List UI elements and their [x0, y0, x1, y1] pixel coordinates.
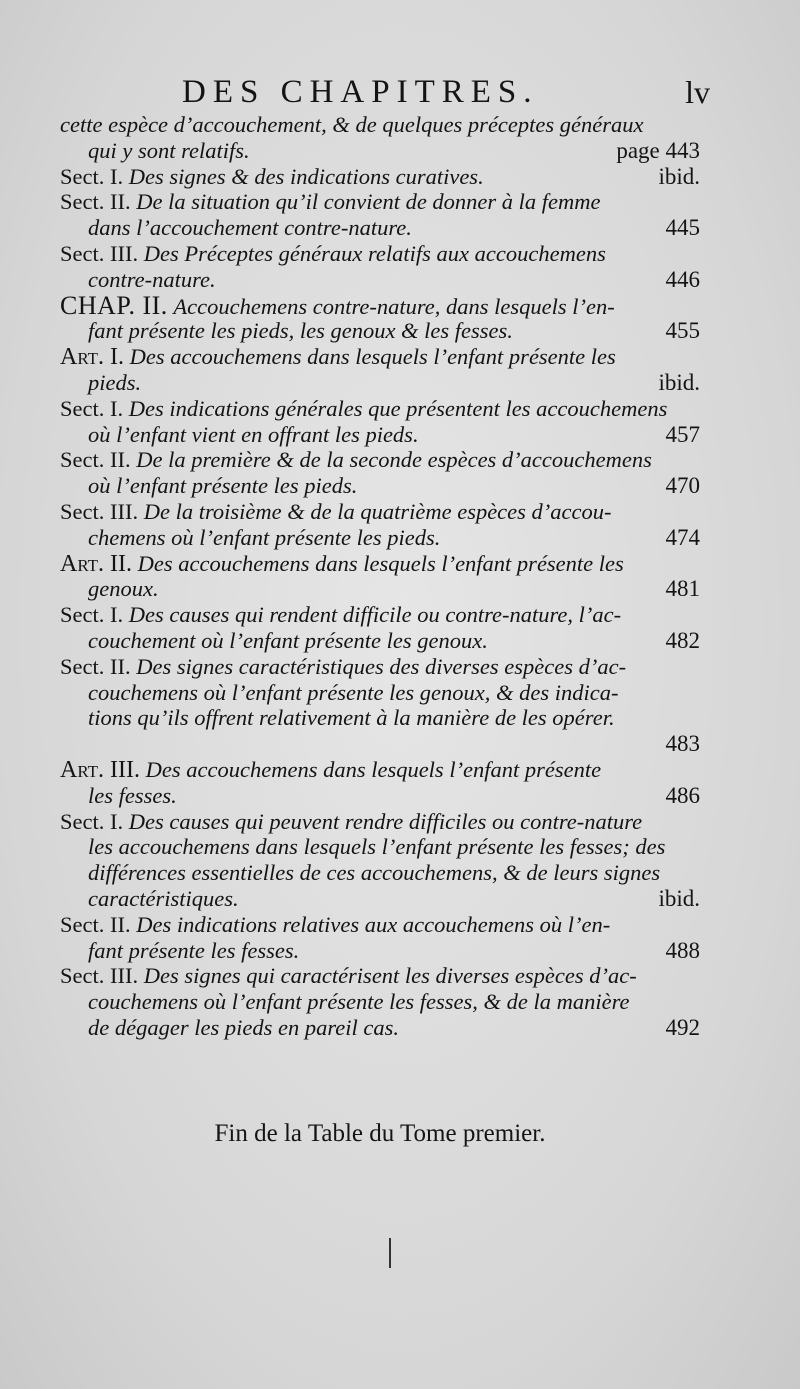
toc-entry-text: genoux. — [88, 576, 159, 602]
toc-entry-text: Des accouchemens dans lesquels l’enfant présente les — [137, 550, 624, 576]
toc-entry-label: Art. III. — [60, 756, 141, 783]
toc-entry-text: tions qu’ils offrent relativement à la manière de les opérer. — [88, 705, 615, 731]
toc-entry-text: couchemens où l’enfant présente les fesses, & de la manière — [88, 989, 630, 1015]
toc-entry — [60, 290, 700, 345]
toc-entry — [60, 551, 700, 603]
toc-page-line — [60, 731, 700, 757]
toc-entry-line — [60, 602, 700, 628]
toc-entry-label: Sect. I. — [60, 602, 124, 628]
toc-entry-text: Des signes qui caractérisent les diverses espèces d’ac- — [143, 963, 637, 989]
toc-entry-text: qui y sont relatifs. — [88, 137, 250, 163]
end-of-table-note: Fin de la Table du Tome premier. — [214, 1120, 546, 1147]
toc-entry-text: où l’enfant vient en offrant les pieds. — [88, 421, 419, 447]
toc-entry-label: CHAP. II. — [60, 290, 168, 320]
toc-entry-text: contre-nature. — [88, 266, 216, 292]
toc-entry-line — [60, 938, 700, 964]
toc-page-reference: 470 — [665, 473, 700, 499]
toc-entry-line — [60, 499, 700, 525]
toc-entry-label: Sect. II. — [60, 447, 131, 473]
toc-entry-line — [60, 344, 700, 370]
table-of-contents — [60, 112, 700, 1041]
toc-entry-line — [60, 783, 700, 809]
toc-entry-line — [60, 290, 700, 320]
toc-page-reference: 474 — [665, 524, 700, 550]
toc-entry-line — [60, 963, 700, 989]
toc-page-reference: 446 — [665, 266, 700, 292]
toc-entry — [60, 112, 700, 164]
toc-entry-line — [60, 680, 700, 706]
toc-entry-line — [60, 989, 700, 1015]
toc-entry-line — [60, 809, 700, 835]
toc-entry — [60, 757, 700, 809]
toc-entry-line — [60, 576, 700, 602]
toc-page-reference: 455 — [665, 318, 700, 344]
toc-entry-label: Sect. I. — [60, 163, 124, 189]
toc-entry-text: De la première & de la seconde espèces d’accouchemens — [136, 447, 652, 473]
toc-entry-text: De la troisième & de la quatrième espèces d’accou- — [143, 498, 612, 524]
toc-entry-line — [60, 112, 700, 138]
toc-entry-line — [60, 551, 700, 577]
toc-entry-label: Sect. II. — [60, 189, 131, 215]
toc-entry-text: différences essentielles de ces accouchemens, & de leurs signes — [88, 860, 661, 886]
toc-entry-text: fant présente les pieds, les genoux & les fesses. — [88, 318, 513, 344]
toc-entry-text: Des Préceptes généraux relatifs aux accouchemens — [143, 240, 606, 266]
toc-entry-text: Des causes qui peuvent rendre difficiles ou contre-nature — [128, 808, 643, 834]
toc-entry-label: Sect. III. — [60, 963, 139, 989]
toc-entry-line — [60, 447, 700, 473]
toc-entry-label: Sect. II. — [60, 653, 131, 679]
toc-entry-line — [60, 886, 700, 912]
toc-entry-line — [60, 525, 700, 551]
toc-page-reference: 445 — [665, 215, 700, 241]
toc-entry — [60, 602, 700, 654]
toc-page-reference: 481 — [665, 576, 700, 602]
toc-entry-line — [60, 757, 700, 783]
toc-entry-text: Accouchemens contre-nature, dans lesquels l’en- — [173, 293, 615, 319]
toc-entry-line — [60, 138, 700, 164]
toc-entry — [60, 344, 700, 396]
toc-entry — [60, 447, 700, 499]
toc-page-reference: 483 — [665, 731, 700, 757]
toc-entry-line — [60, 834, 700, 860]
toc-page-reference: 486 — [665, 782, 700, 808]
toc-entry-text: Des causes qui rendent difficile ou contre-nature, l’ac- — [128, 602, 622, 628]
toc-entry-text: chemens où l’enfant présente les pieds. — [88, 524, 441, 550]
toc-entry-text: Des signes & des indications curatives. — [128, 163, 484, 189]
toc-entry-text: couchemens où l’enfant présente les genoux, & des indica- — [88, 679, 619, 705]
toc-entry-label: Sect. I. — [60, 395, 124, 421]
toc-entry-label: Sect. III. — [60, 498, 139, 524]
toc-entry-line — [60, 860, 700, 886]
toc-page-reference: 457 — [665, 421, 700, 447]
toc-entry-label: Sect. I. — [60, 808, 124, 834]
toc-entry-text: cette espèce d’accouchement, & de quelques préceptes généraux — [60, 112, 644, 137]
toc-entry-text: fant présente les fesses. — [88, 937, 300, 963]
toc-entry-label: Sect. III. — [60, 240, 139, 266]
toc-entry — [60, 499, 700, 551]
toc-entry-label: Art. I. — [60, 344, 125, 371]
toc-entry-line — [60, 422, 700, 448]
toc-entry-text: où l’enfant présente les pieds. — [88, 473, 358, 499]
header-page-number: lv — [685, 74, 710, 110]
running-header — [60, 74, 710, 114]
toc-entry-line — [60, 473, 700, 499]
toc-entry-line — [60, 370, 700, 396]
toc-entry-line — [60, 241, 700, 267]
toc-entry-line — [60, 164, 700, 190]
toc-entry-line — [60, 189, 700, 215]
toc-page-reference: ibid. — [658, 885, 700, 911]
toc-entry-text: couchement où l’enfant présente les genoux. — [88, 627, 488, 653]
toc-entry — [60, 241, 700, 293]
toc-entry-text: De la situation qu’il convient de donner à la femme — [136, 189, 601, 215]
toc-entry-line — [60, 705, 700, 731]
toc-page-reference: page 443 — [616, 137, 700, 163]
header-title: DES CHAPITRES. — [182, 74, 539, 110]
toc-entry — [60, 189, 700, 241]
toc-entry-label: Art. II. — [60, 550, 133, 577]
toc-entry-line — [60, 1015, 700, 1041]
toc-page-reference: 492 — [665, 1014, 700, 1040]
toc-entry-text: Des indications générales que présentent les accouchemens — [128, 395, 668, 421]
toc-entry — [60, 396, 700, 448]
toc-entry-text: Des signes caractéristiques des diverses espèces d’ac- — [136, 653, 627, 679]
toc-page-reference: ibid. — [658, 163, 700, 189]
toc-page-reference: ibid. — [658, 369, 700, 395]
toc-entry — [60, 912, 700, 964]
toc-entry-line — [60, 215, 700, 241]
toc-entry-line — [60, 396, 700, 422]
toc-entry-line — [60, 628, 700, 654]
toc-entry-text: Des indications relatives aux accouchemens où l’en- — [136, 911, 611, 937]
toc-entry — [60, 809, 700, 912]
toc-entry-line — [60, 912, 700, 938]
toc-entry — [60, 164, 700, 190]
toc-entry-text: de dégager les pieds en pareil cas. — [88, 1014, 399, 1040]
toc-entry-line — [60, 318, 700, 344]
toc-entry-text: pieds. — [88, 369, 142, 395]
toc-entry-text: Des accouchemens dans lesquels l’enfant présente les — [129, 344, 616, 370]
toc-entry-line — [60, 654, 700, 680]
toc-entry-label: Sect. II. — [60, 911, 131, 937]
toc-entry-text: les fesses. — [88, 782, 177, 808]
toc-entry-text: les accouchemens dans lesquels l’enfant présente les fesses; des — [88, 834, 666, 860]
toc-entry — [60, 963, 700, 1040]
toc-entry — [60, 654, 700, 757]
toc-entry-text: dans l’accouchement contre-nature. — [88, 215, 412, 241]
toc-page-reference: 488 — [665, 937, 700, 963]
toc-entry-text: caractéristiques. — [88, 885, 239, 911]
ink-mark — [389, 1238, 391, 1268]
toc-entry-text: Des accouchemens dans lesquels l’enfant présente — [145, 756, 602, 782]
toc-entry-line — [60, 267, 700, 293]
toc-page-reference: 482 — [665, 627, 700, 653]
